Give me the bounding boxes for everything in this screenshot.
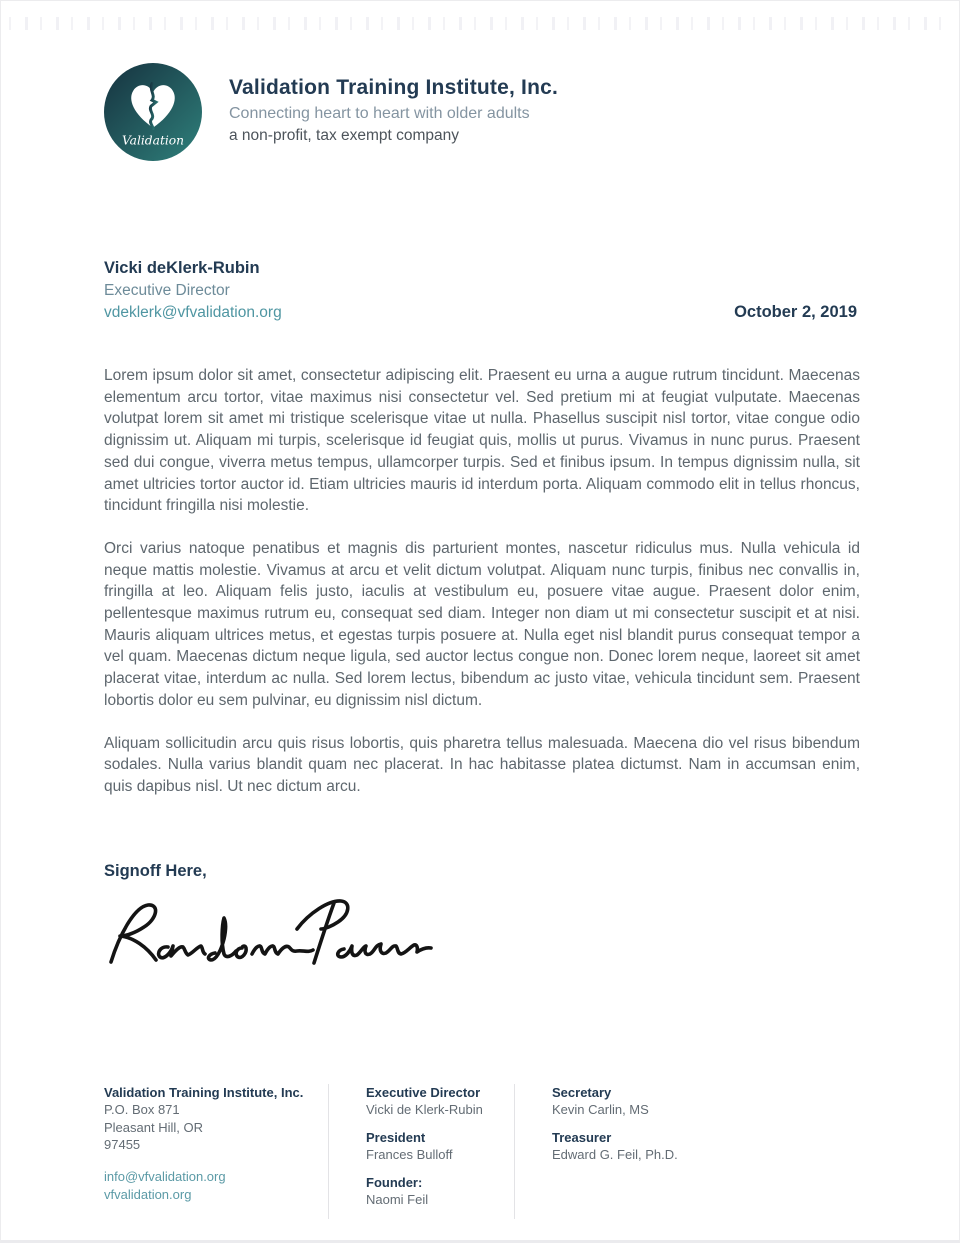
- validation-heart-logo-icon: [104, 63, 202, 161]
- footer-org-name: Validation Training Institute, Inc.: [104, 1085, 304, 1100]
- sender-role: Executive Director: [104, 282, 230, 299]
- signoff-label: Signoff Here,: [104, 862, 207, 880]
- officer-name: Frances Bulloff: [366, 1147, 453, 1162]
- org-subtitle: a non-profit, tax exempt company: [229, 127, 460, 144]
- sender-name: Vicki deKlerk-Rubin: [104, 259, 260, 277]
- paragraph-1: Lorem ipsum dolor sit amet, consectetur adipiscing elit. Praesent eu urna a augue rutrum tincidunt. Maecenas elementum arcu tortor, vitae maximus nisi consectetur vel. Sed pretium mi at feugiat vulputate. Maecenas volutpat lorem sit amet mi tristique scelerisque vitae ut nulla. Phasellus suscipit nisl tortor, vitae congue odio dignissim ut. Aliquam mi turpis, scelerisque id feugiat quis, mollis ut purus. Vivamus in nunc purus. Praesent sed dui congue, viverra metus tempus, ullamcorper turpis. Sed et finibus ipsum. In tempus dignissim nulla, sit amet ultricies tortor auctor id. Etiam ultricies mauris id interdum porta. Aliquam commodo elit in tellus rhoncus, tincidunt fringilla nisi molestie.: [104, 367, 860, 515]
- perforation-marks: [9, 17, 951, 30]
- footer-address-line: 97455: [104, 1137, 141, 1152]
- org-title: Validation Training Institute, Inc.: [229, 76, 559, 99]
- footer-website-link[interactable]: vfvalidation.org: [104, 1186, 192, 1202]
- paragraph-3: Aliquam sollicitudin arcu quis risus lobortis, quis pharetra tellus malesuada. Maecena dio vel risus bibendum sodales. Nulla varius blandit quam nec placerat. In hac habitasse platea dictumst. Nam in accumsan enim, quis dapibus nisl. Ut nec dictum arcu.: [104, 734, 860, 795]
- handwritten-signature: [101, 894, 436, 974]
- org-tagline: Connecting heart to heart with older adults: [229, 105, 530, 122]
- letter-body: [104, 365, 860, 819]
- officer-title: Secretary: [552, 1085, 612, 1100]
- footer-address-line: Pleasant Hill, OR: [104, 1119, 203, 1135]
- footer-email-link[interactable]: info@vfvalidation.org: [104, 1168, 226, 1184]
- officer-name: Edward G. Feil, Ph.D.: [552, 1147, 678, 1162]
- officer-title: Treasurer: [552, 1130, 612, 1145]
- officer-title: Founder:: [366, 1175, 423, 1190]
- sender-block: [104, 259, 282, 322]
- officer-name: Vicki de Klerk-Rubin: [366, 1102, 483, 1117]
- svg-text:Validation: Validation: [121, 133, 185, 148]
- footer: [104, 1084, 764, 1219]
- footer-org-column: [104, 1084, 328, 1219]
- officer-name: Kevin Carlin, MS: [552, 1102, 649, 1117]
- paragraph-2: Orci varius natoque penatibus et magnis dis parturient montes, nascetur ridiculus mus. Nulla vehicula id neque mattis molestie. Vivamus at arcu et velit dictum volutpat. Aliquam nunc turpis, finibus nec convallis in, fringilla at leo. Aliquam felis justo, iaculis at vestibulum eu, posuere vitae augue. Praesent dolor enim, pellentesque maximus rutrum eu, consequat sed diam. Integer non diam ut mi consectetur suscipit et at nisi. Mauris aliquam ultrices metus, et egestas turpis posuere at. Nulla eget nisl blandit purus consequat tempor a vel quam. Maecenas dictum neque ligula, sed auctor lectus congue non. Donec lorem neque, laoreet sit amet placerat vitae, interdum ac nulla. Sed lorem lectus, bibendum ac justo vitae, vehicula tincidunt sem. Praesent lobortis dolor eu sem pulvinar, eu dignissim nisl dictum.: [104, 539, 860, 709]
- officer-name: Naomi Feil: [366, 1192, 429, 1207]
- officer-title: Executive Director: [366, 1085, 481, 1100]
- letter-date: October 2, 2019: [734, 303, 857, 321]
- letterhead: [104, 63, 558, 161]
- officer-title: President: [366, 1130, 426, 1145]
- footer-officers-column-2: [514, 1084, 764, 1219]
- footer-officers-column-1: [328, 1084, 514, 1219]
- footer-address-line: P.O. Box 871: [104, 1102, 180, 1117]
- sender-email-link[interactable]: vdeklerk@vfvalidation.org: [104, 304, 282, 321]
